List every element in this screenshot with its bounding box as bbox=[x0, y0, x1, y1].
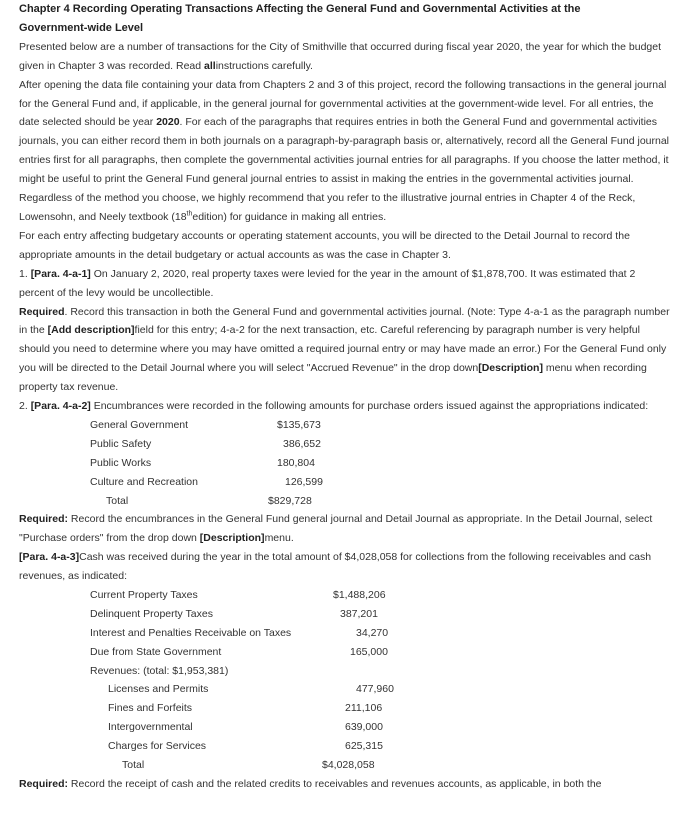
table-row: Public Works 180,804 bbox=[90, 456, 315, 469]
table-row: Revenues: (total: $1,953,381) bbox=[90, 664, 229, 677]
table-row: Total $4,028,058 bbox=[122, 759, 375, 772]
cash-receipts-table bbox=[19, 586, 671, 775]
table-row: Due from State Government 165,000 bbox=[90, 645, 388, 658]
table-row: Interest and Penalties Receivable on Taxes 34,270 bbox=[90, 626, 389, 639]
table-row: Total $829,728 bbox=[106, 494, 312, 507]
instructions-paragraph: After opening the data file containing your data from Chapters 2 and 3 of this project, record the following transactions in the general journal for the General Fund and, if applicable, in the general journal for governmental activities at the government-wide level. For all entries, the date selected should be year 2020. For each of the paragraphs that requires entries in both the General Fund and governmental activities journals, you can either record them in both journals on a paragraph-by-paragraph basis or, alternatively, record all the General Fund journal entries first for all paragraphs, then complete the governmental activities journal entries for all paragraphs. If you choose the latter method, it might be useful to print the General Fund general journal entries to assist in making the entries in the governmental activities journal. Regardless of the method you choose, we highly recommend that you refer to the illustrative journal entries in Chapter 4 of the Reck, Lowensohn, and Neely textbook (18thedition) for guidance in making all entries. bbox=[19, 78, 670, 223]
table-row: Intergovernmental 639,000 bbox=[108, 721, 383, 734]
table-row: Delinquent Property Taxes 387,201 bbox=[90, 607, 378, 620]
item-1: 1. [Para. 4-a-1] On January 2, 2020, real property taxes were levied for the year in the amount of $1,878,700. It was estimated that 2 percent of the levy would be uncollectible. bbox=[19, 267, 636, 299]
table-row: General Government $135,673 bbox=[90, 418, 321, 431]
required-1: Required. Record this transaction in both the General Fund and governmental activities journal. (Note: Type 4-a-1 as the paragraph number in the [Add description]field for this entry; 4-a-2 for the next transaction, etc. Careful referencing by paragraph number is very helpful should you need to determine where you may have omitted a required journal entry or may have made an error.) For the General Fund only you will be directed to the Detail Journal where you will select "Accrued Revenue" in the drop down[Description] menu when recording property tax revenue. bbox=[19, 305, 670, 394]
required-3: Required: Record the receipt of cash and the related credits to receivables and revenues accounts, as applicable, in both the bbox=[19, 777, 602, 790]
intro-paragraph: Presented below are a number of transactions for the City of Smithville that occurred during fiscal year 2020, the year for which the budget given in Chapter 3 was recorded. Read allinstructions carefully. bbox=[19, 40, 662, 72]
table-row: Public Safety 386,652 bbox=[90, 437, 321, 450]
table-row: Current Property Taxes $1,488,206 bbox=[90, 589, 386, 602]
document bbox=[19, 0, 671, 794]
table-row: Charges for Services 625,315 bbox=[108, 740, 383, 753]
required-2: Required: Record the encumbrances in the General Fund general journal and Detail Journal as appropriate. In the Detail Journal, select "Purchase orders" from the drop down [Description]menu. bbox=[19, 513, 653, 545]
encumbrances-table bbox=[19, 416, 671, 510]
table-row: Fines and Forfeits 211,106 bbox=[108, 702, 383, 715]
item-2: 2. [Para. 4-a-2] Encumbrances were recorded in the following amounts for purchase orders issued against the appropriations indicated: bbox=[19, 400, 649, 413]
table-row: Licenses and Permits 477,960 bbox=[108, 683, 394, 696]
chapter-title: Chapter 4 Recording Operating Transactions Affecting the General Fund and Governmental Activities at the Government-wide Level bbox=[19, 3, 581, 34]
table-row: Culture and Recreation 126,599 bbox=[90, 475, 323, 488]
item-3: [Para. 4-a-3]Cash was received during the year in the total amount of $4,028,058 for collections from the following receivables and cash revenues, as indicated: bbox=[19, 551, 652, 583]
detail-journal-paragraph: For each entry affecting budgetary accounts or operating statement accounts, you will be directed to the Detail Journal to record the appropriate amounts in the detail budgetary or actual accounts as was the case in Chapter 3. bbox=[19, 229, 630, 261]
